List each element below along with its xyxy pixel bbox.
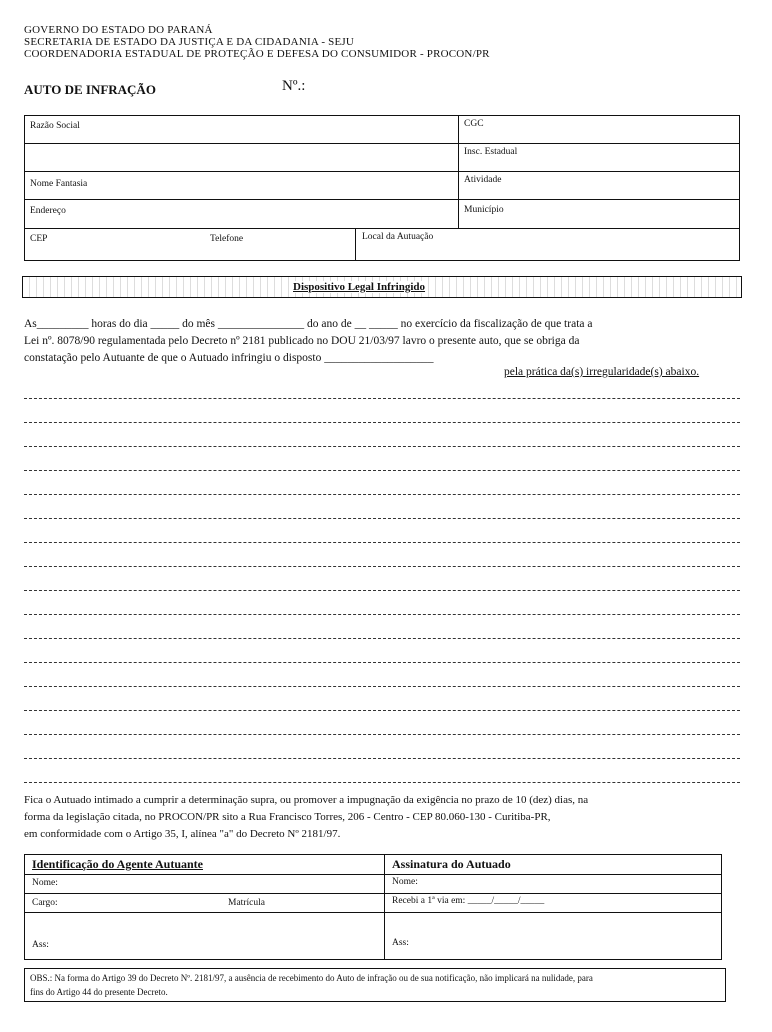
agente-nome-field[interactable]: Nome:: [32, 878, 58, 888]
recebi-via-field[interactable]: Recebi a 1ª via em: _____/_____/_____: [392, 896, 545, 906]
header-line-2: SECRETARIA DE ESTADO DA JUSTIÇA E DA CIDADANIA - SEJU: [24, 36, 354, 48]
autuado-assinatura-field[interactable]: Ass:: [392, 938, 409, 948]
body-line-1: As_________ horas do dia _____ do mês _______________ do ano de __ _____ no exercício da fiscalização de que trata a: [24, 318, 593, 330]
cgc-field[interactable]: CGC: [464, 119, 484, 129]
notice-line-1: Fica o Autuado intimado a cumprir a determinação supra, ou promover a impugnação da exigência no prazo de 10 (dez) dias, na: [24, 794, 589, 806]
municipio-field[interactable]: Município: [464, 205, 504, 215]
header-line-1: GOVERNO DO ESTADO DO PARANÁ: [24, 24, 213, 36]
telefone-field[interactable]: Telefone: [210, 234, 244, 244]
agente-cargo-field[interactable]: Cargo:: [32, 898, 58, 908]
header-line-3: COORDENADORIA ESTADUAL DE PROTEÇÃO E DEFESA DO CONSUMIDOR - PROCON/PR: [24, 48, 490, 60]
dispositivo-legal-label: Dispositivo Legal Infringido: [290, 281, 428, 293]
razao-social-field[interactable]: Razão Social: [30, 121, 80, 131]
agente-matricula-field[interactable]: Matrícula: [228, 898, 265, 908]
atividade-field[interactable]: Atividade: [464, 175, 502, 185]
nome-fantasia-field[interactable]: Nome Fantasia: [30, 179, 88, 189]
endereco-field[interactable]: Endereço: [30, 206, 66, 216]
assinatura-autuado-title: Assinatura do Autuado: [392, 857, 511, 871]
insc-estadual-field[interactable]: Insc. Estadual: [464, 147, 518, 157]
agente-autuante-title: Identificação do Agente Autuante: [32, 857, 203, 871]
local-autuacao-field[interactable]: Local da Autuação: [362, 232, 434, 242]
footnote-line-1: OBS.: Na forma do Artigo 39 do Decreto Nº. 2181/97, a ausência de recebimento do Auto de infração ou de sua notificação, não implicará na nulidade, para: [30, 973, 593, 983]
notice-line-3: em conformidade com o Artigo 35, I, alínea "a" do Decreto Nº 2181/97.: [24, 828, 341, 840]
agente-assinatura-field[interactable]: Ass:: [32, 940, 49, 950]
document-title: AUTO DE INFRAÇÃO: [24, 82, 156, 97]
body-line-3: constatação pelo Autuante de que o Autuado infringiu o disposto ___________________: [24, 352, 434, 364]
body-line-4: pela prática da(s) irregularidade(s) abaixo.: [504, 366, 700, 378]
cep-field[interactable]: CEP: [30, 234, 48, 244]
autuado-nome-field[interactable]: Nome:: [392, 877, 418, 887]
footnote-line-2: fins do Artigo 44 do presente Decreto.: [30, 987, 168, 997]
notice-line-2: forma da legislação citada, no PROCON/PR sito a Rua Francisco Torres, 206 - Centro - CEP 80.060-130 - Curitiba-PR,: [24, 811, 551, 823]
number-label: Nº.:: [282, 78, 306, 94]
body-line-2: Lei nº. 8078/90 regulamentada pelo Decreto nº 2181 publicado no DOU 21/03/97 lavro o presente auto, que se obriga da: [24, 335, 580, 347]
